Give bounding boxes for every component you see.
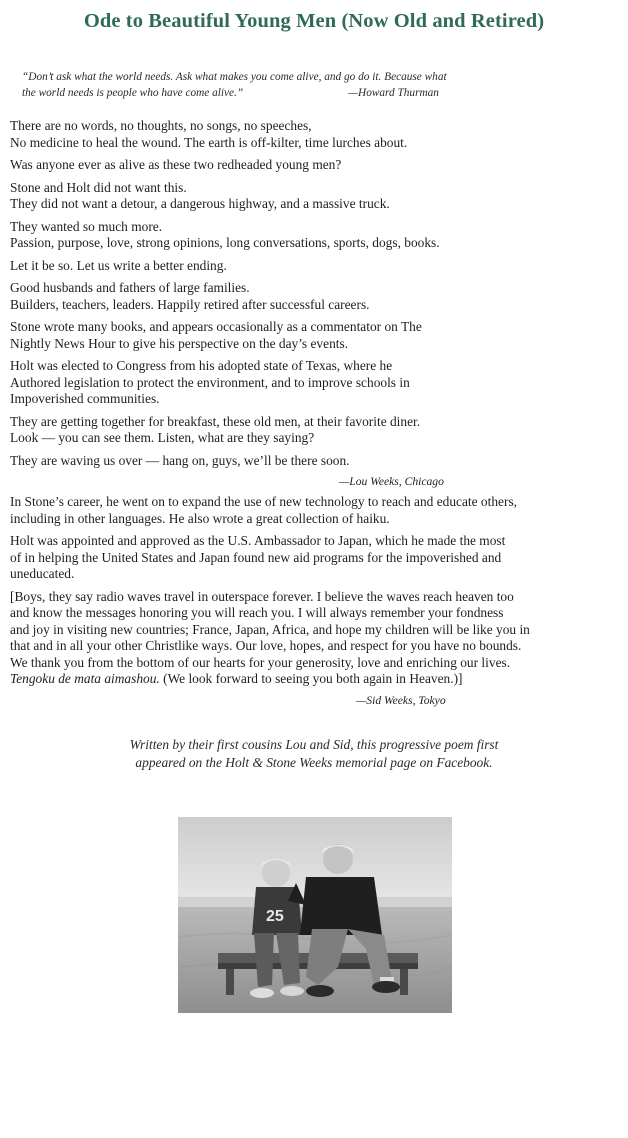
addendum-line: [Boys, they say radio waves travel in outerspace forever. I believe the waves reach heaven too [10,588,514,604]
poem-line: They are waving us over — hang on, guys, we’ll be there soon. [10,452,350,468]
addendum-line: that and in all your other Christlike ways. Our love, hopes, and respect for you have no bounds. [10,638,522,653]
poem-line: They are getting together for breakfast, these old men, at their favorite diner. [10,413,421,429]
addendum-line: and joy in visiting new countries; France, Japan, Africa, and hope my children will be like you in [10,621,530,637]
japanese-phrase: Tengoku de mata aimashou. [10,671,160,686]
poem-line: Stone wrote many books, and appears occasionally as a commentator on The [10,319,422,334]
epigraph-attribution: —Howard Thurman [348,86,439,99]
poem-line: No medicine to heal the wound. The earth is off-kilter, time lurches about. [10,134,408,150]
poem-stanza [10,219,622,252]
poem-line: They wanted so much more. [10,218,163,234]
addendum-line: including in other languages. He also wrote a great collection of haiku. [10,510,390,526]
addendum-line: Holt was appointed and approved as the U.S. Ambassador to Japan, which he made the most [10,533,506,548]
poem-line: Good husbands and fathers of large families. [10,280,250,295]
addendum-line: and know the messages honoring you will reach you. I will always remember your fondness [10,605,504,620]
addendum-line: We thank you from the bottom of our hearts for your generosity, love and enriching our lives. [10,654,511,670]
poem-line: Authored legislation to protect the environment, and to improve schools in [10,374,410,390]
addendum-line: uneducated. [10,566,75,581]
poem-line: There are no words, no thoughts, no songs, no speeches, [10,118,312,133]
credit-line: appeared on the Holt & Stone Weeks memorial page on Facebook. [135,754,493,770]
poem-stanza [10,118,622,151]
poem-line: Nightly News Hour to give his perspective on the day’s events. [10,335,349,351]
addendum-paragraph [10,494,622,527]
poem-body [10,118,622,713]
poem-stanza [10,358,622,408]
poem-stanza [10,258,622,275]
svg-text:25: 25 [266,908,284,925]
epigraph-line: the world needs is people who have come alive.” [22,86,244,99]
poem-stanza [10,453,622,470]
poem-stanza [10,414,622,447]
addendum-paragraph [10,589,622,688]
beach-photo-illustration [178,817,452,1013]
poem-signature: —Lou Weeks, Chicago [339,475,444,488]
poem-line: Look — you can see them. Listen, what are they saying? [10,430,315,445]
addendum-paragraph [10,533,622,583]
credit-line: Written by their first cousins Lou and Sid, this progressive poem first [129,737,499,752]
addendum-line: In Stone’s career, he went on to expand the use of new technology to reach and educate others, [10,494,518,509]
poem-line: Was anyone ever as alive as these two redheaded young men? [10,157,342,172]
epigraph-quote [22,70,522,101]
memorial-photo [178,817,452,1013]
poem-line: Let it be so. Let us write a better ending. [10,257,227,273]
page-title: Ode to Beautiful Young Men (Now Old and Retired) [83,10,545,32]
poem-line: They did not want a detour, a dangerous highway, and a massive truck. [10,196,390,211]
poem-stanza [10,157,622,174]
addendum-line: of in helping the United States and Japan found new aid programs for the impoverished and [10,549,502,565]
poem-line: Passion, purpose, love, strong opinions, long conversations, sports, dogs, books. [10,235,440,250]
poem-line: Stone and Holt did not want this. [10,179,187,195]
poem-line: Impoverished communities. [10,391,160,406]
poem-line: Holt was elected to Congress from his adopted state of Texas, where he [10,358,393,373]
poem-stanza [10,180,622,213]
credit-note [0,736,628,771]
poem-line: Builders, teachers, leaders. Happily retired after successful careers. [10,296,370,312]
addendum-signature: —Sid Weeks, Tokyo [356,693,446,707]
addendum-closing-text: (We look forward to seeing you both again in Heaven.)] [159,671,463,686]
poem-stanza [10,319,622,352]
addendum-line [10,671,622,688]
epigraph-line: “Don’t ask what the world needs. Ask what makes you come alive, and go do it. Because what [22,71,447,83]
poem-stanza [10,280,622,313]
